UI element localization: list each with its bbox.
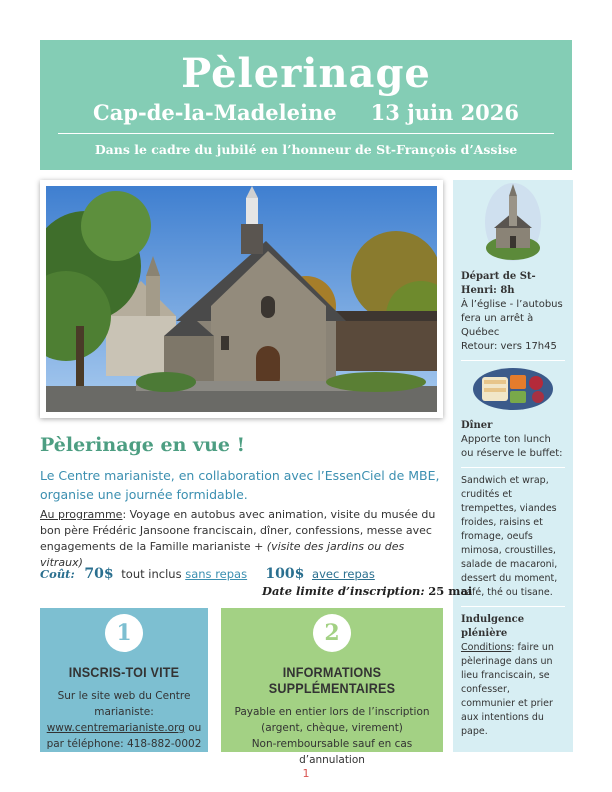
departure-text: À l’église - l’autobus fera un arrêt à Québec — [461, 299, 563, 338]
header-banner — [40, 40, 572, 170]
refund-info: Non-remboursable sauf en cas d’annulation — [251, 738, 413, 766]
program-label: Au programme — [40, 508, 123, 521]
conditions-label: Conditions — [461, 642, 512, 653]
price1-text: tout inclus — [121, 567, 182, 581]
departure-title: Départ de St-Henri: 8h — [461, 271, 536, 296]
program-text — [40, 507, 448, 571]
header-tagline: Dans le cadre du jubilé en l’honneur de St-François d’Assise — [94, 142, 518, 157]
sidebar-info — [453, 180, 573, 752]
return-text: Retour: vers 17h45 — [461, 341, 557, 352]
info-box — [221, 608, 443, 766]
buffet-menu: Sandwich et wrap, crudités et trempettes, viandes froides, raisins et fromage, oeufs mimosa, croustilles, salade de macaroni, dessert du moment, café, thé ou tisane. — [461, 475, 558, 598]
program-body: : Voyage en autobus avec animation, visite du musée du bon père Frédéric Jansoone franciscain, dîner, confessions, messe avec engagements de la Famille marianiste + — [40, 508, 436, 553]
price-with-meal: 100$ — [265, 566, 305, 582]
step-number-badge: 2 — [313, 614, 351, 652]
event-place: Cap-de-la-Madeleine — [92, 100, 337, 125]
price1-option: sans repas — [185, 567, 248, 581]
price2-option: avec repas — [312, 567, 375, 581]
event-date: 13 juin 2026 — [370, 100, 520, 125]
sidebar-divider — [461, 606, 565, 607]
register-intro: Sur le site web du Centre marianiste: — [57, 690, 191, 718]
registration-deadline — [262, 584, 472, 598]
step-number-badge: 1 — [105, 614, 143, 652]
page-number: 1 — [302, 767, 310, 780]
payment-info: Payable en entier lors de l’inscription (argent, chèque, virement) — [234, 706, 430, 734]
phone-text: ou par téléphone: 418-882-0002 — [46, 722, 202, 750]
register-text — [40, 688, 208, 752]
small-church-image — [484, 182, 542, 262]
section-title: Pèlerinage en vue ! — [40, 434, 245, 456]
deadline-label: Date limite d’inscription: — [262, 584, 425, 598]
info-title: INFORMATIONS SUPPLÉMENTAIRES — [268, 664, 396, 696]
lunch-text: Apporte ton lunch ou réserve le buffet: — [461, 434, 563, 459]
conditions-text: : faire un pèlerinage dans un lieu franciscain, se confesser, communier et prier aux intentions du pape. — [461, 642, 554, 737]
lunch-title: Dîner — [461, 420, 493, 431]
deadline-value: 25 mai — [428, 584, 473, 598]
program-option: (visite des jardins ou des vitraux) — [40, 540, 405, 569]
info-text — [221, 704, 443, 768]
header-divider — [58, 133, 554, 134]
intro-text: Le Centre marianiste, en collaboration avec l’EssenCiel de MBE, organise une journée formidable. — [40, 468, 440, 502]
cost-line — [40, 566, 450, 582]
register-title: INSCRIS-TOI VITE — [68, 664, 180, 680]
website-link[interactable]: www.centremarianiste.org — [46, 722, 185, 734]
lunch-image — [472, 367, 554, 411]
header-subtitle — [40, 100, 572, 125]
church-illustration — [46, 186, 437, 412]
register-box — [40, 608, 208, 752]
indulgence-conditions — [461, 641, 565, 739]
cost-label: Coût: — [40, 567, 75, 581]
church-photo — [40, 180, 443, 418]
sidebar-divider — [461, 467, 565, 468]
price-without-meal: 70$ — [84, 566, 114, 582]
indulgence-title: Indulgence plénière — [461, 614, 525, 639]
page-title: Pèlerinage — [181, 50, 431, 97]
sidebar-divider — [461, 360, 565, 361]
